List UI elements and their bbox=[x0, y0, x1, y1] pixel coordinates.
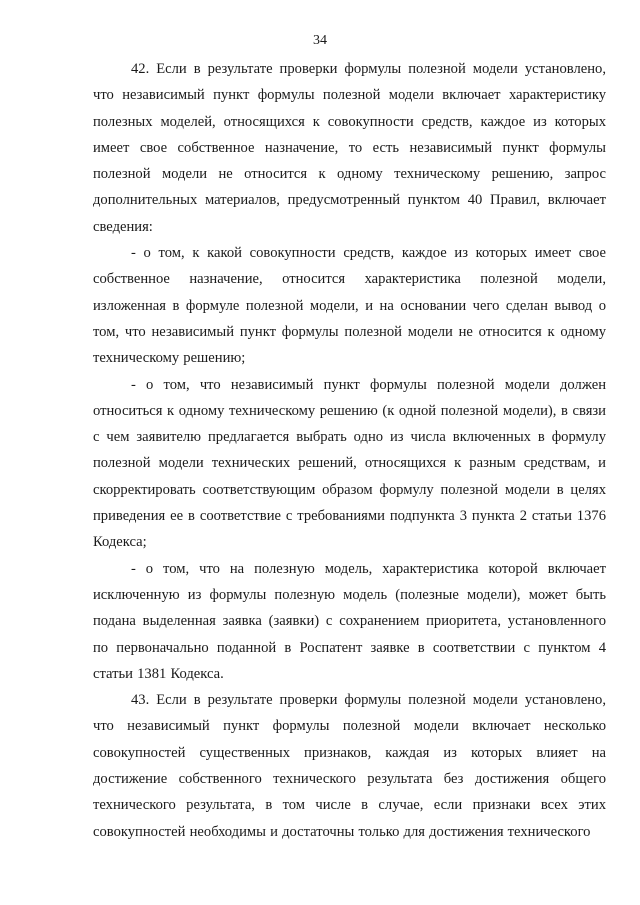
paragraph-42: 42. Если в результате проверки формулы полезной модели установлено, что независимый пункт формулы полезной модели включает характеристику полезных моделей, относящихся к совокупности средств, каждое из которых имеет свое собственное назначение, то есть независимый пункт формулы полезной модели не относится к одному техническому решению, запрос дополнительных материалов, предусмотренный пунктом 40 Правил, включает сведения: bbox=[93, 61, 606, 235]
list-item-divisional-application: - о том, что на полезную модель, характеристика которой включает исключенную из формулы полезную модель (полезные модели), может быть подана выделенная заявка (заявки) с сохранением приоритета, установленного по первоначально поданной в Роспатент заявке в соответствии с пунктом 4 статьи 1381 Кодекса. bbox=[93, 560, 606, 682]
list-item-single-solution: - о том, что независимый пункт формулы полезной модели должен относиться к одному техническому решению (к одной полезной модели), в связи с чем заявителю предлагается выбрать одно из числа включенных в формулу полезной модели технических решений, относящихся к разным средствам, и скорректировать соответствующим образом формулу полезной модели в целях приведения ее в соответствие с требованиями подпункта 3 пункта 2 статьи 1376 Кодекса; bbox=[93, 376, 606, 551]
list-item-set-of-means: - о том, к какой совокупности средств, каждое из которых имеет свое собственное назначение, относится характеристика полезной модели, изложенная в формуле полезной модели, и на основании чего сделан вывод о том, что независимый пункт формулы полезной модели не относится к одному техническому решению; bbox=[93, 245, 606, 367]
paragraph-43: 43. Если в результате проверки формулы полезной модели установлено, что независимый пункт формулы полезной модели включает несколько совокупностей существенных признаков, каждая из которых влияет на достижение собственного технического результата без достижения общего технического результата, в том числе в случае, если признаки всех этих совокупностей необходимы и достаточны только для достижения технического bbox=[93, 692, 606, 840]
page-number: 34 bbox=[313, 33, 327, 48]
document-body bbox=[93, 56, 606, 845]
